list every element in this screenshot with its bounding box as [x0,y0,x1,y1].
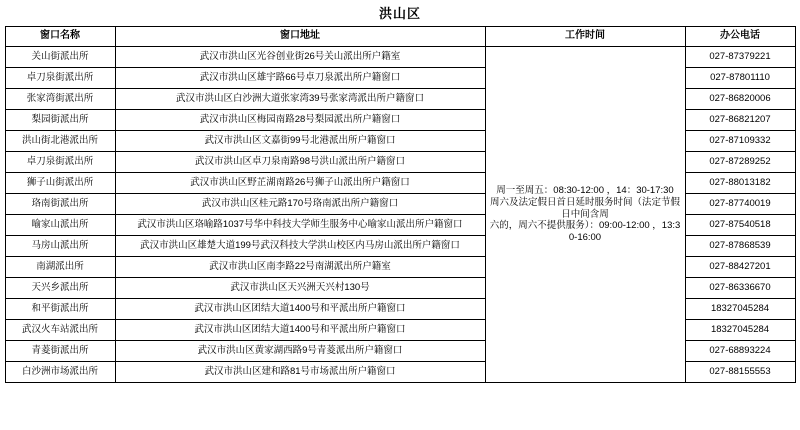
cell-name: 南湖派出所 [5,257,115,278]
cell-address: 武汉市洪山区雄楚大道199号武汉科技大学洪山校区内马房山派出所户籍窗口 [115,236,485,257]
worktime-line-1: 周一至周五：08:30-12:00 ，14：30-17:30 [496,184,674,196]
cell-phone: 027-87740019 [685,194,795,215]
cell-name: 喻家山派出所 [5,215,115,236]
column-header-phone: 办公电话 [685,27,795,47]
cell-address: 武汉市洪山区野芷湖南路26号狮子山派出所户籍窗口 [115,173,485,194]
cell-address: 武汉市洪山区黄家湖西路9号青菱派出所户籍窗口 [115,341,485,362]
cell-name: 武汉火车站派出所 [5,320,115,341]
cell-address: 武汉市洪山区卓刀泉南路98号洪山派出所户籍窗口 [115,152,485,173]
cell-name: 天兴乡派出所 [5,278,115,299]
cell-phone: 027-87289252 [685,152,795,173]
cell-name: 卓刀泉街派出所 [5,152,115,173]
cell-name: 青菱街派出所 [5,341,115,362]
cell-phone: 027-88155553 [685,362,795,383]
cell-worktime [485,47,685,383]
column-header-name: 窗口名称 [5,27,115,47]
police-station-table [5,26,796,383]
cell-name: 洪山街北港派出所 [5,131,115,152]
table-header-row [5,27,795,47]
cell-address: 武汉市洪山区梅园南路28号梨园派出所户籍窗口 [115,110,485,131]
cell-phone: 18327045284 [685,299,795,320]
cell-address: 武汉市洪山区雄宇路66号卓刀泉派出所户籍窗口 [115,68,485,89]
cell-address: 武汉市洪山区珞喻路1037号华中科技大学师生服务中心喻家山派出所户籍窗口 [115,215,485,236]
cell-name: 梨园街派出所 [5,110,115,131]
worktime-line-3: 六的，周六不提供服务）：09:00-12:00 ，13:30-16:00 [489,220,681,244]
column-header-worktime: 工作时间 [485,27,685,47]
cell-name: 卓刀泉街派出所 [5,68,115,89]
cell-address: 武汉市洪山区文嘉街99号北港派出所户籍窗口 [115,131,485,152]
cell-phone: 027-86821207 [685,110,795,131]
worktime-line-2: 周六及法定假日首日延时服务时间（法定节假日中间含周 [489,196,680,220]
table-body [5,47,795,383]
cell-phone: 18327045284 [685,320,795,341]
cell-phone: 027-86336670 [685,278,795,299]
cell-phone: 027-87540518 [685,215,795,236]
cell-address: 武汉市洪山区南李路22号南湖派出所户籍室 [115,257,485,278]
cell-phone: 027-87379221 [685,47,795,68]
cell-phone: 027-87868539 [685,236,795,257]
cell-phone: 027-88427201 [685,257,795,278]
cell-name: 和平街派出所 [5,299,115,320]
cell-address: 武汉市洪山区光谷创业街26号关山派出所户籍室 [115,47,485,68]
cell-address: 武汉市洪山区桂元路170号珞南派出所户籍窗口 [115,194,485,215]
cell-address: 武汉市洪山区团结大道1400号和平派出所户籍窗口 [115,299,485,320]
cell-name: 珞南街派出所 [5,194,115,215]
cell-name: 张家湾街派出所 [5,89,115,110]
cell-phone: 027-68893224 [685,341,795,362]
cell-phone: 027-87109332 [685,131,795,152]
cell-address: 武汉市洪山区建和路81号市场派出所户籍窗口 [115,362,485,383]
cell-name: 关山街派出所 [5,47,115,68]
cell-name: 狮子山街派出所 [5,173,115,194]
cell-address: 武汉市洪山区团结大道1400号和平派出所户籍窗口 [115,320,485,341]
cell-phone: 027-86820006 [685,89,795,110]
table-row [5,47,795,68]
cell-address: 武汉市洪山区白沙洲大道张家湾39号张家湾派出所户籍窗口 [115,89,485,110]
cell-phone: 027-87801110 [685,68,795,89]
cell-name: 白沙洲市场派出所 [5,362,115,383]
cell-phone: 027-88013182 [685,173,795,194]
cell-address: 武汉市洪山区天兴洲天兴村130号 [115,278,485,299]
column-header-address: 窗口地址 [115,27,485,47]
cell-name: 马房山派出所 [5,236,115,257]
page-title: 洪山区 [378,6,421,21]
table-header [5,27,795,47]
